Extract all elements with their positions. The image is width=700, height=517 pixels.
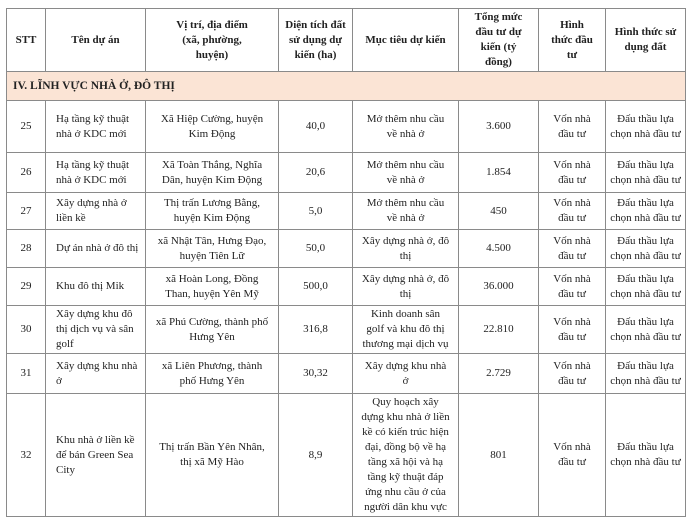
invest-form-cell: Vốn nhà đầu tư xyxy=(539,230,606,268)
area-cell: 8,9 xyxy=(279,394,353,517)
stt-cell: 27 xyxy=(7,193,46,230)
location-cell: Xã Hiệp Cường, huyện Kim Động xyxy=(146,101,279,153)
project-table xyxy=(6,8,686,517)
stt-cell: 28 xyxy=(7,230,46,268)
land-form-cell: Đấu thầu lựa chọn nhà đầu tư xyxy=(606,230,686,268)
land-form-cell: Đấu thầu lựa chọn nhà đầu tư xyxy=(606,193,686,230)
area-cell: 40,0 xyxy=(279,101,353,153)
name-cell: Khu nhà ở liền kề để bán Green Sea City xyxy=(46,394,146,517)
name-cell: Hạ tầng kỹ thuật nhà ở KDC mới xyxy=(46,153,146,193)
header-location: Vị trí, địa điểm (xã, phường, huyện) xyxy=(146,9,279,72)
goal-cell: Mở thêm nhu cầu về nhà ở xyxy=(353,193,459,230)
name-cell: Xây dựng khu đô thị dịch vụ và sân golf xyxy=(46,306,146,354)
goal-cell: Xây dựng nhà ở, đô thị xyxy=(353,230,459,268)
table-row xyxy=(7,394,686,517)
investment-cell: 2.729 xyxy=(459,354,539,394)
invest-form-cell: Vốn nhà đầu tư xyxy=(539,153,606,193)
invest-form-cell: Vốn nhà đầu tư xyxy=(539,101,606,153)
name-cell: Hạ tầng kỹ thuật nhà ở KDC mới xyxy=(46,101,146,153)
table-row xyxy=(7,306,686,354)
location-cell: Xã Toàn Thắng, Nghĩa Dân, huyện Kim Động xyxy=(146,153,279,193)
invest-form-cell: Vốn nhà đầu tư xyxy=(539,306,606,354)
invest-form-cell: Vốn nhà đầu tư xyxy=(539,193,606,230)
table-row xyxy=(7,354,686,394)
header-row xyxy=(7,9,686,72)
name-cell: Khu đô thị Mik xyxy=(46,268,146,306)
header-stt: STT xyxy=(7,9,46,72)
header-goal: Mục tiêu dự kiến xyxy=(353,9,459,72)
goal-cell: Quy hoạch xây dựng khu nhà ở liền kề có kiến trúc hiện đại, đồng bộ về hạ tầng xã hội và hạ tầng kỹ thuật đáp ứng nhu cầu ở của người dân khu vực xyxy=(353,394,459,517)
investment-cell: 36.000 xyxy=(459,268,539,306)
stt-cell: 26 xyxy=(7,153,46,193)
location-cell: Thị trấn Lương Bằng, huyện Kim Động xyxy=(146,193,279,230)
name-cell: Xây dựng nhà ở liền kề xyxy=(46,193,146,230)
section-title: IV. LĨNH VỰC NHÀ Ở, ĐÔ THỊ xyxy=(7,72,686,101)
name-cell: Xây dựng khu nhà ở xyxy=(46,354,146,394)
goal-cell: Mở thêm nhu cầu về nhà ở xyxy=(353,101,459,153)
header-investment: Tổng mức đầu tư dự kiến (tỷ đồng) xyxy=(459,9,539,72)
goal-cell: Xây dựng khu nhà ở xyxy=(353,354,459,394)
goal-cell: Mở thêm nhu cầu về nhà ở xyxy=(353,153,459,193)
investment-cell: 22.810 xyxy=(459,306,539,354)
goal-cell: Kinh doanh sân golf và khu đô thị thương mại dịch vụ xyxy=(353,306,459,354)
stt-cell: 31 xyxy=(7,354,46,394)
investment-cell: 3.600 xyxy=(459,101,539,153)
header-invest-form: Hình thức đầu tư xyxy=(539,9,606,72)
section-row xyxy=(7,72,686,101)
invest-form-cell: Vốn nhà đầu tư xyxy=(539,354,606,394)
location-cell: xã Hoàn Long, Đồng Than, huyện Yên Mỹ xyxy=(146,268,279,306)
land-form-cell: Đấu thầu lựa chọn nhà đầu tư xyxy=(606,306,686,354)
stt-cell: 32 xyxy=(7,394,46,517)
header-area: Diện tích đất sử dụng dự kiến (ha) xyxy=(279,9,353,72)
area-cell: 30,32 xyxy=(279,354,353,394)
location-cell: xã Phú Cường, thành phố Hưng Yên xyxy=(146,306,279,354)
goal-cell: Xây dựng nhà ở, đô thị xyxy=(353,268,459,306)
area-cell: 20,6 xyxy=(279,153,353,193)
name-cell: Dự án nhà ở đô thị xyxy=(46,230,146,268)
investment-cell: 1.854 xyxy=(459,153,539,193)
investment-cell: 4.500 xyxy=(459,230,539,268)
area-cell: 5,0 xyxy=(279,193,353,230)
header-name: Tên dự án xyxy=(46,9,146,72)
land-form-cell: Đấu thầu lựa chọn nhà đầu tư xyxy=(606,101,686,153)
location-cell: xã Liên Phương, thành phố Hưng Yên xyxy=(146,354,279,394)
investment-cell: 801 xyxy=(459,394,539,517)
land-form-cell: Đấu thầu lựa chọn nhà đầu tư xyxy=(606,394,686,517)
land-form-cell: Đấu thầu lựa chọn nhà đầu tư xyxy=(606,268,686,306)
table-row xyxy=(7,153,686,193)
location-cell: Thị trấn Bần Yên Nhân, thị xã Mỹ Hào xyxy=(146,394,279,517)
table-row xyxy=(7,101,686,153)
header-land-form: Hình thức sử dụng đất xyxy=(606,9,686,72)
invest-form-cell: Vốn nhà đầu tư xyxy=(539,394,606,517)
stt-cell: 25 xyxy=(7,101,46,153)
area-cell: 500,0 xyxy=(279,268,353,306)
land-form-cell: Đấu thầu lựa chọn nhà đầu tư xyxy=(606,153,686,193)
table-row xyxy=(7,230,686,268)
stt-cell: 30 xyxy=(7,306,46,354)
stt-cell: 29 xyxy=(7,268,46,306)
area-cell: 50,0 xyxy=(279,230,353,268)
area-cell: 316,8 xyxy=(279,306,353,354)
location-cell: xã Nhật Tân, Hưng Đạo, huyện Tiên Lữ xyxy=(146,230,279,268)
table-row xyxy=(7,268,686,306)
table-row xyxy=(7,193,686,230)
investment-cell: 450 xyxy=(459,193,539,230)
land-form-cell: Đấu thầu lựa chọn nhà đầu tư xyxy=(606,354,686,394)
invest-form-cell: Vốn nhà đầu tư xyxy=(539,268,606,306)
